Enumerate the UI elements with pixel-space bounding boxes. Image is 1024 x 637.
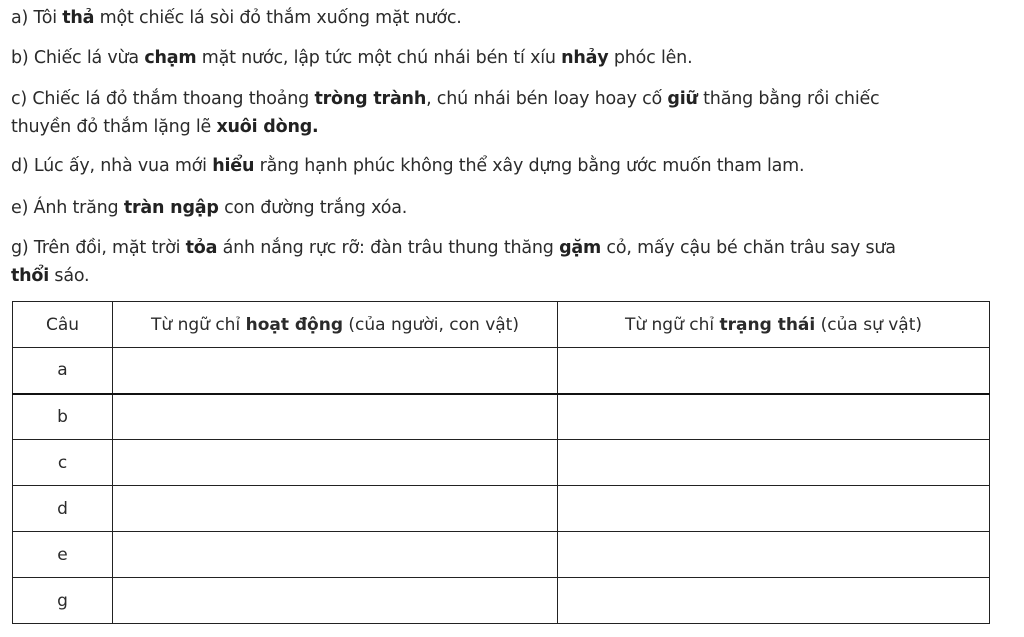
row-label: a bbox=[13, 348, 113, 394]
header-activity: Từ ngữ chỉ hoạt động (của người, con vật) bbox=[113, 302, 558, 348]
highlight-word: tràn ngập bbox=[123, 198, 219, 218]
highlight-word: chạm bbox=[144, 48, 197, 68]
sentence-c-line2: thuyền đỏ thắm lặng lẽ xuôi dòng. bbox=[11, 117, 319, 137]
sentence-d-text: d) Lúc ấy, nhà vua mới hiểu rằng hạnh phúc không thể xây dựng bằng ước muốn tham lam. bbox=[11, 156, 805, 176]
highlight-word: giữ bbox=[667, 89, 698, 109]
sentence-c-line1: c) Chiếc lá đỏ thắm thoang thoảng tròng trành, chú nhái bén loay hoay cố giữ thăng bằng rồi chiếc bbox=[11, 89, 880, 109]
state-cell[interactable] bbox=[558, 348, 990, 394]
table-row bbox=[13, 348, 990, 394]
row-label: e bbox=[13, 532, 113, 578]
answer-table bbox=[12, 301, 990, 624]
activity-cell[interactable] bbox=[113, 578, 558, 624]
row-label: b bbox=[13, 394, 113, 440]
sentence-e-text: e) Ánh trăng tràn ngập con đường trắng xóa. bbox=[11, 198, 408, 218]
highlight-word: tỏa bbox=[185, 238, 218, 258]
sentence-a-text: a) Tôi thả một chiếc lá sòi đỏ thắm xuống mặt nước. bbox=[11, 8, 462, 28]
sentence-b bbox=[11, 44, 1016, 72]
state-cell[interactable] bbox=[558, 532, 990, 578]
highlight-word: gặm bbox=[559, 238, 602, 258]
header-cau: Câu bbox=[13, 302, 113, 348]
state-cell[interactable] bbox=[558, 440, 990, 486]
table-row bbox=[13, 394, 990, 440]
table-header-row bbox=[13, 302, 990, 348]
table-row bbox=[13, 486, 990, 532]
sentence-g-line2: thổi sáo. bbox=[11, 266, 90, 286]
highlight-word: hiểu bbox=[212, 156, 255, 176]
activity-cell[interactable] bbox=[113, 394, 558, 440]
highlight-word: thổi bbox=[11, 266, 50, 286]
sentence-g bbox=[11, 234, 1016, 290]
highlight-word: tròng trành bbox=[314, 89, 427, 109]
row-label: g bbox=[13, 578, 113, 624]
state-cell[interactable] bbox=[558, 486, 990, 532]
sentence-d bbox=[11, 152, 1016, 180]
sentence-g-line1: g) Trên đồi, mặt trời tỏa ánh nắng rực rỡ: đàn trâu thung thăng gặm cỏ, mấy cậu bé chăn trâu say sưa bbox=[11, 238, 896, 258]
highlight-word: thả bbox=[62, 8, 95, 28]
header-state: Từ ngữ chỉ trạng thái (của sự vật) bbox=[558, 302, 990, 348]
sentence-e bbox=[11, 194, 1016, 222]
activity-cell[interactable] bbox=[113, 440, 558, 486]
highlight-word: xuôi dòng. bbox=[216, 117, 319, 137]
sentence-a bbox=[11, 4, 1016, 32]
activity-cell[interactable] bbox=[113, 532, 558, 578]
table-row bbox=[13, 532, 990, 578]
sentence-c bbox=[11, 85, 1016, 141]
state-cell[interactable] bbox=[558, 394, 990, 440]
sentence-b-text: b) Chiếc lá vừa chạm mặt nước, lập tức một chú nhái bén tí xíu nhảy phóc lên. bbox=[11, 48, 693, 68]
highlight-word: nhảy bbox=[561, 48, 609, 68]
table-row bbox=[13, 578, 990, 624]
table-row bbox=[13, 440, 990, 486]
activity-cell[interactable] bbox=[113, 348, 558, 394]
row-label: d bbox=[13, 486, 113, 532]
activity-cell[interactable] bbox=[113, 486, 558, 532]
row-label: c bbox=[13, 440, 113, 486]
state-cell[interactable] bbox=[558, 578, 990, 624]
